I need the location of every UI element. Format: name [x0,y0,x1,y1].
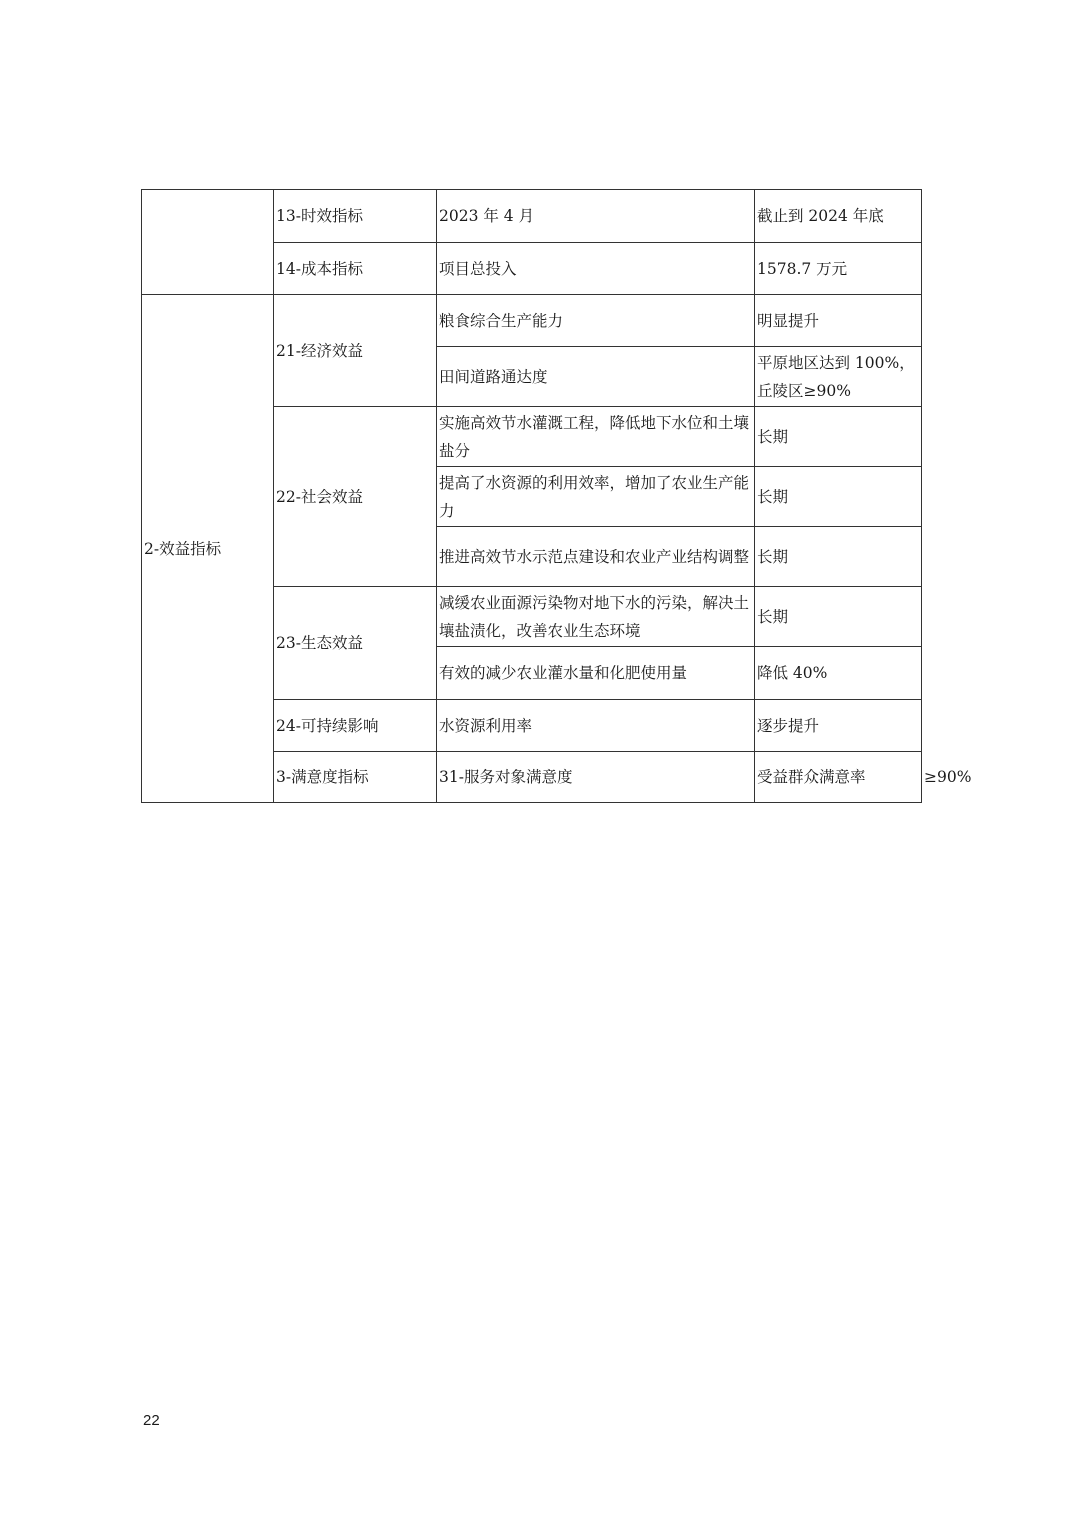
table-cell: 长期 [755,587,922,647]
table-cell: 长期 [755,407,922,467]
secondary-indicator-cell: 22-社会效益 [274,407,437,587]
table-cell: 有效的减少农业灌水量和化肥使用量 [437,647,755,700]
table-cell: 粮食综合生产能力 [437,295,755,347]
table-cell: 长期 [755,527,922,587]
table-cell: 2023 年 4 月 [437,190,755,243]
table-cell: 项目总投入 [437,243,755,295]
table-cell: 实施高效节水灌溉工程，降低地下水位和土壤盐分 [437,407,755,467]
table-cell: 提高了水资源的利用效率，增加了农业生产能力 [437,467,755,527]
table-cell: 13-时效指标 [274,190,437,243]
table-cell: 推进高效节水示范点建设和农业产业结构调整 [437,527,755,587]
secondary-indicator-cell: 31-服务对象满意度 [437,752,755,803]
table-row [142,295,922,347]
table-row: 3-满意度指标 31-服务对象满意度 受益群众满意率 ≥90% [142,752,922,803]
table-row [142,190,922,243]
secondary-indicator-cell: 23-生态效益 [274,587,437,700]
table-cell: 逐步提升 [755,700,922,752]
table-cell: 1578.7 万元 [755,243,922,295]
table-cell: 受益群众满意率 [755,752,922,803]
empty-cell [142,190,274,295]
table-cell: 田间道路通达度 [437,347,755,407]
table-cell: 截止到 2024 年底 [755,190,922,243]
table-cell: 平原地区达到 100%，丘陵区≥90% [755,347,922,407]
table-cell: 长期 [755,467,922,527]
table-cell: 水资源利用率 [437,700,755,752]
group-label-cell: 3-满意度指标 [274,752,437,803]
group-label-cell: 2-效益指标 [142,295,274,803]
table-cell: 14-成本指标 [274,243,437,295]
table-cell: 降低 40% [755,647,922,700]
page-number: 22 [143,1412,160,1429]
indicator-table [141,189,972,803]
secondary-indicator-cell: 21-经济效益 [274,295,437,407]
secondary-indicator-cell: 24-可持续影响 [274,700,437,752]
table-cell: 减缓农业面源污染物对地下水的污染，解决土壤盐渍化，改善农业生态环境 [437,587,755,647]
table-cell: 明显提升 [755,295,922,347]
